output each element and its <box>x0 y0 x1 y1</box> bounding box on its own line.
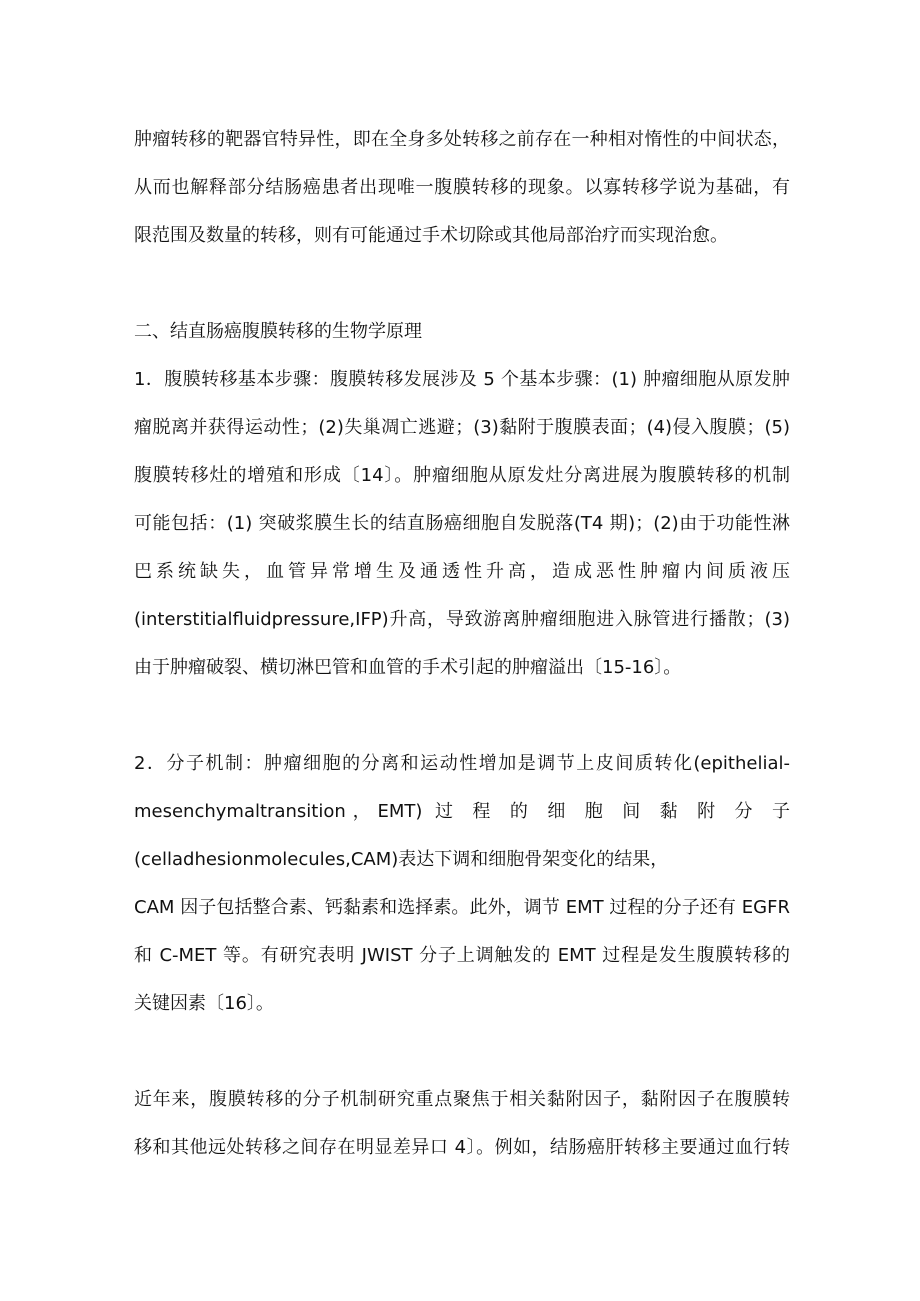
para1-line-5: 巴系统缺失，血管异常增生及通透性升高，造成恶性肿瘤内间质液压 <box>134 561 790 582</box>
para2-line-3: (celladhesionmolecules,CAM)表达下调和细胞骨架变化的结果， <box>134 849 669 870</box>
para2-line-4: CAM 因子包括整合素、钙黏素和选择素。此外，调节 EMT 过程的分子还有 EGFR <box>134 897 790 918</box>
para1-line-6: (interstitialfluidpressure,IFP)升高，导致游离肿瘤细胞进入脉管进行播散；(3) <box>134 609 790 630</box>
para1-line-1: 1．腹膜转移基本步骤：腹膜转移发展涉及 5 个基本步骤：(1) 肿瘤细胞从原发肿 <box>134 369 790 390</box>
para1-line-3: 腹膜转移灶的增殖和形成〔14〕。肿瘤细胞从原发灶分离进展为腹膜转移的机制 <box>134 465 790 486</box>
para2-line-5: 和 C-MET 等。有研究表明 JWIST 分子上调触发的 EMT 过程是发生腹膜转移的 <box>134 945 790 966</box>
intro-line-3: 限范围及数量的转移，则有可能通过手术切除或其他局部治疗而实现治愈。 <box>134 225 728 246</box>
para3-line-2: 移和其他远处转移之间存在明显差异口 4〕。例如，结肠癌肝转移主要通过血行转 <box>134 1137 790 1158</box>
intro-line-2: 从而也解释部分结肠癌患者出现唯一腹膜转移的现象。以寡转移学说为基础，有 <box>134 177 790 198</box>
para3-line-1: 近年来，腹膜转移的分子机制研究重点聚焦于相关黏附因子，黏附因子在腹膜转 <box>134 1089 790 1110</box>
para1-line-2: 瘤脱离并获得运动性；(2)失巢凋亡逃避；(3)黏附于腹膜表面；(4)侵入腹膜；(5) <box>134 417 790 438</box>
para1-line-7: 由于肿瘤破裂、横切淋巴管和血管的手术引起的肿瘤溢出〔15-16〕。 <box>134 657 682 678</box>
para2-line-1: 2．分子机制：肿瘤细胞的分离和运动性增加是调节上皮间质转化(epithelial- <box>134 753 790 774</box>
intro-line-1: 肿瘤转移的靶器官特异性，即在全身多处转移之前存在一种相对惰性的中间状态， <box>134 129 790 150</box>
para1-line-4: 可能包括：(1) 突破浆膜生长的结直肠癌细胞自发脱落(T4 期)；(2)由于功能性淋 <box>134 513 790 534</box>
para2-line-6: 关键因素〔16〕。 <box>134 993 274 1014</box>
para2-line-2: mesenchymaltransition，EMT) 过 程 的 细 胞 间 黏 附 分 子 <box>134 801 790 822</box>
section-heading: 二、结直肠癌腹膜转移的生物学原理 <box>134 321 422 342</box>
